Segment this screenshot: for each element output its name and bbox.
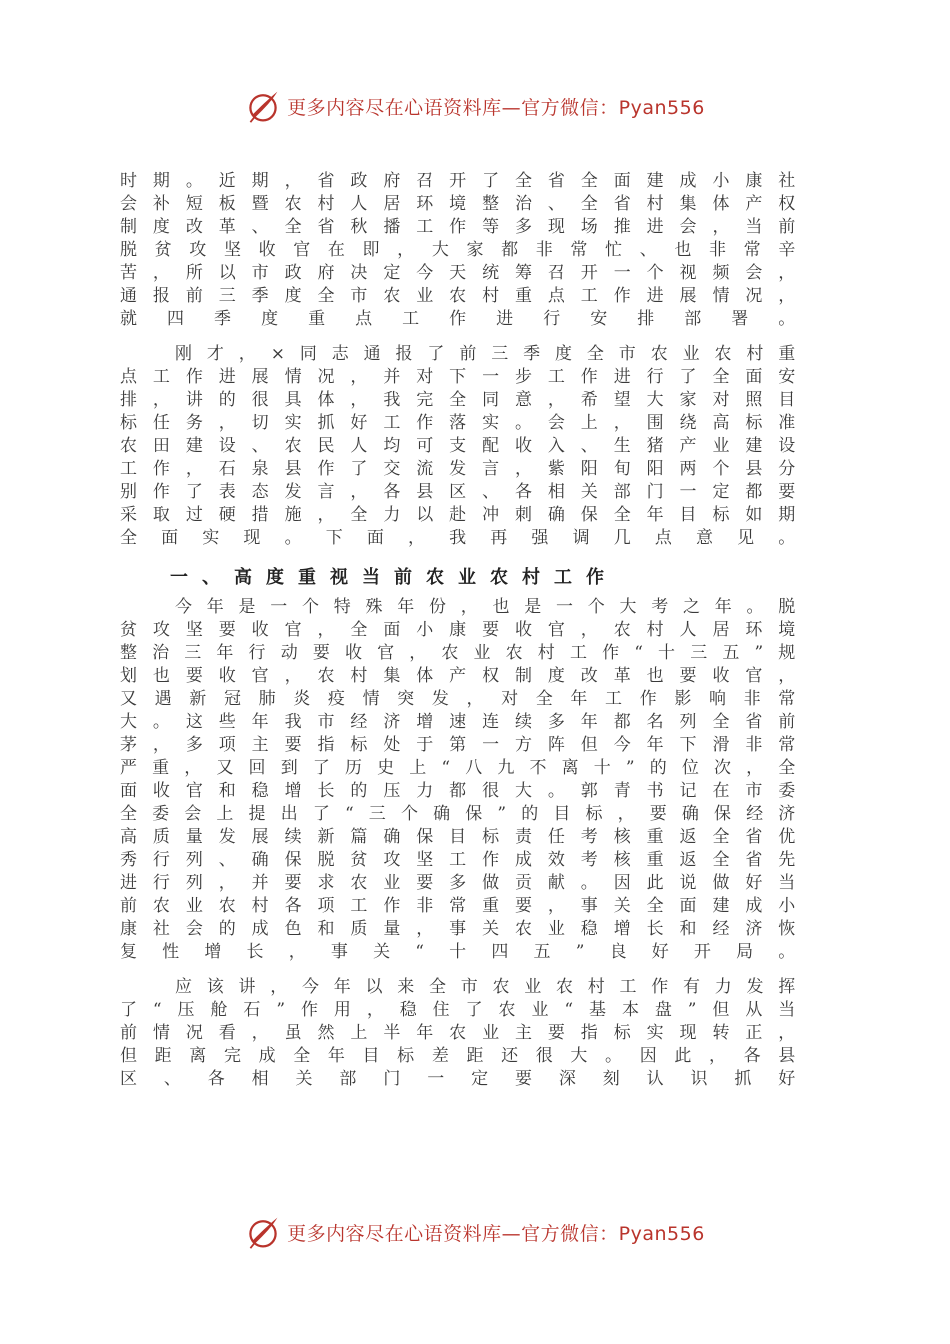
paragraph-intro: 时期。近期，省政府召开了全省全面建成小康社会补短板暨农村人居环境整治、全省村集体产权制度改革、全省秋播工作等多现场推进会，当前脱贫攻坚收官在即，大家都非常忙、也非常辛苦，所以市政府决定今天统筹召开一个视频会，通报前三季度全市农业农村重点工作进展情况，就四季度重点工作进行安排部署。: [120, 171, 810, 329]
document-body: [120, 170, 810, 1091]
section-heading: 一、高度重视当前农业农村工作: [170, 567, 618, 588]
header-banner: [0, 84, 950, 128]
quill-logo-icon: [245, 1214, 281, 1250]
paragraph-section1-a: 今年是一个特殊年份，也是一个大考之年。脱贫攻坚要收官，全面小康要收官，农村人居环境整治三年行动要收官，农业农村工作“十三五”规划也要收官，农村集体产权制度改革也要收官，又遇新冠肺炎疫情突发，对全年工作影响非常大。这些年我市经济增速连续多年都名列全省前茅，多项主要指标处于第一方阵但今年下滑非常严重，又回到了历史上“八九不离十”的位次，全面收官和稳增长的压力都很大。郭青书记在市委全委会上提出了“三个确保”的目标，要确保经济高质量发展续新篇确保目标责任考核重返全省优秀行列、确保脱贫攻坚工作成效考核重返全省先进行列，并要求农业要多做贡献。因此说做好当前农业农村各项工作非常重要，事关全面建成小康社会的成色和质量，事关农业稳增长和经济恢复性增长，事关“十四五”良好开局。: [120, 597, 810, 962]
paragraph-report: 刚才，×同志通报了前三季度全市农业农村重点工作进展情况，并对下一步工作进行了全面安排，讲的很具体，我完全同意，希望大家对照目标任务，切实抓好工作落实。会上，围绕高标准农田建设、农民人均可支配收入、生猪产业建设工作，石泉县作了交流发言，紫阳旬阳两个县分别作了表态发言，各县区、各相关部门一定都要采取过硬措施，全力以赴冲刺确保全年目标如期全面实现。下面，我再强调几点意见。: [120, 344, 810, 548]
banner-text: 更多内容尽在心语资料库—官方微信：Pyan556: [287, 1222, 705, 1245]
footer-banner: [0, 1210, 950, 1254]
paragraph-section1-b: 应该讲，今年以来全市农业农村工作有力发挥了“压舱石”作用，稳住了农业“基本盘”但从当前情况看，虽然上半年农业主要指标实现转正，但距离完成全年目标差距还很大。因此，各县区、各相关部门一定要深刻认识抓好: [120, 977, 810, 1089]
quill-logo-icon: [245, 88, 281, 124]
banner-text: 更多内容尽在心语资料库—官方微信：Pyan556: [287, 96, 705, 119]
